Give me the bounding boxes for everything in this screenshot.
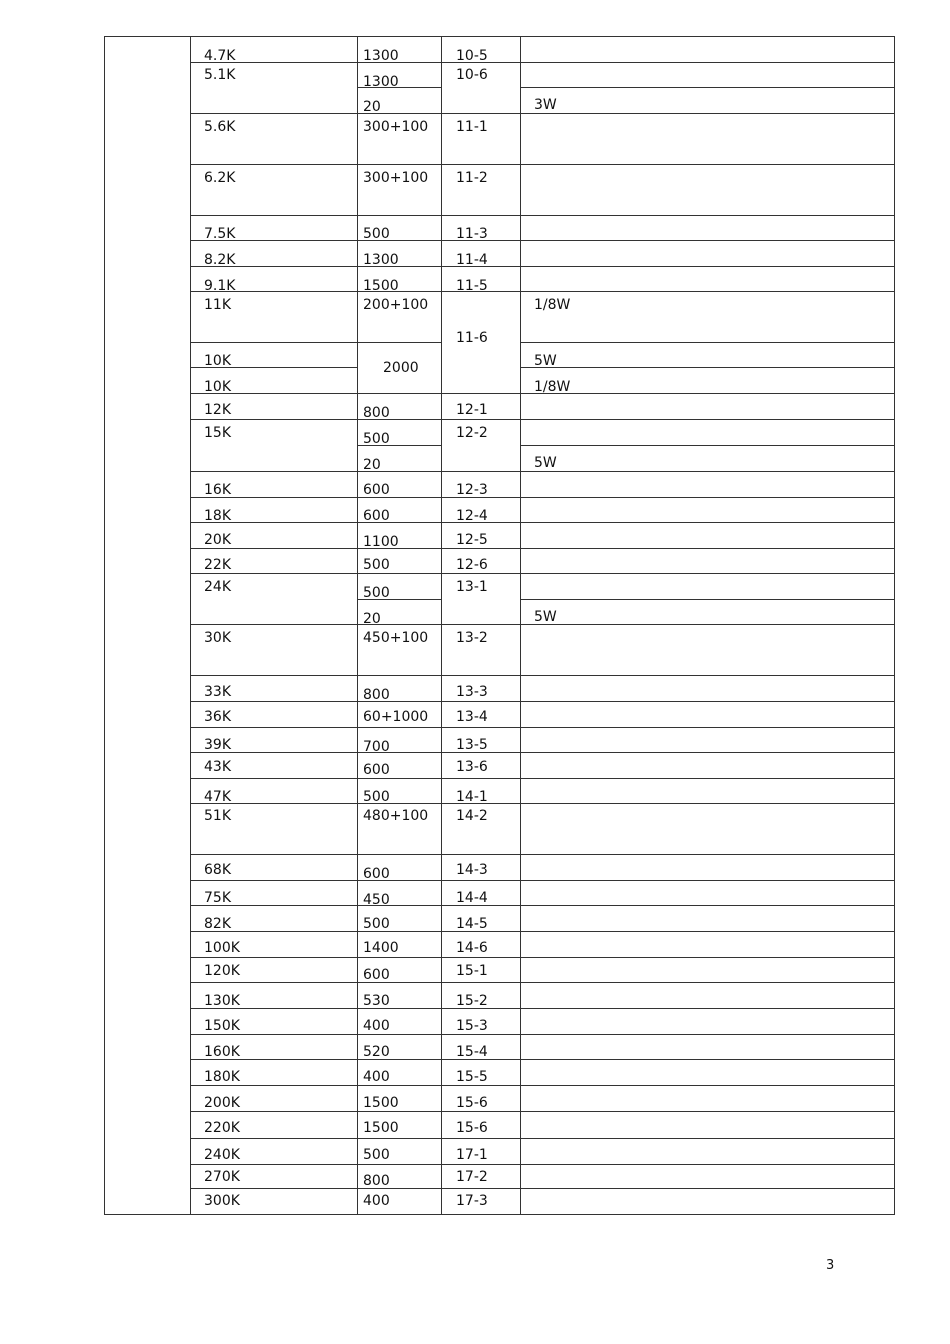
table-row-border [520,931,895,932]
quantity-cell: 1300 [363,252,399,268]
quantity-cell: 400 [363,1193,390,1209]
table-row-border [520,778,895,779]
quantity-cell: 500 [363,916,390,932]
table-row-border [520,62,895,63]
resistance-cell: 43K [204,759,231,775]
quantity-cell: 450+100 [363,630,429,646]
table-row-border [441,1085,521,1086]
table-row-border [357,1034,442,1035]
position-cell: 11-2 [456,170,488,186]
quantity-cell: 600 [363,508,390,524]
resistance-cell: 10K [204,379,231,395]
table-row-border [190,164,358,165]
position-cell: 14-3 [456,862,488,878]
table-row-border [441,982,521,983]
table-row-border [357,854,442,855]
resistance-cell: 12K [204,402,231,418]
table-row-border [190,419,358,420]
quantity-cell: 500 [363,789,390,805]
resistance-cell: 200K [204,1095,240,1111]
table-row-border [520,573,895,574]
table-row-border [190,1085,358,1086]
position-cell: 15-3 [456,1018,488,1034]
table-row-border [441,701,521,702]
table-row-border [520,164,895,165]
table-row-border [520,291,895,292]
resistance-cell: 130K [204,993,240,1009]
quantity-cell: 600 [363,967,390,983]
quantity-cell: 20 [363,611,381,627]
resistance-cell: 51K [204,808,231,824]
note-cell: 5W [534,609,557,625]
position-cell: 11-3 [456,226,488,242]
table-row-border [520,497,895,498]
resistance-cell: 120K [204,963,240,979]
table-row-border [190,471,358,472]
table-row-border [190,573,358,574]
table-row-border [190,548,358,549]
table-row-border [441,854,521,855]
table-row-border [520,548,895,549]
resistance-cell: 270K [204,1169,240,1185]
quantity-cell: 1300 [363,48,399,64]
table-row-border [520,624,895,625]
resistance-cell: 300K [204,1193,240,1209]
quantity-cell: 1300 [363,74,399,90]
position-cell: 15-5 [456,1069,488,1085]
resistance-cell: 9.1K [204,278,236,294]
table-row-border [520,727,895,728]
table-column-border [894,36,895,1215]
position-cell: 17-2 [456,1169,488,1185]
position-cell: 10-5 [456,48,488,64]
note-cell: 5W [534,353,557,369]
table-row-border [357,573,442,574]
table-row-border [357,675,442,676]
table-row-border [441,215,521,216]
resistance-cell: 82K [204,916,231,932]
table-row-border [520,367,895,368]
table-row-border [357,957,442,958]
quantity-cell: 1100 [363,534,399,550]
resistance-cell: 5.1K [204,67,236,83]
table-top-border [104,36,895,37]
position-cell: 17-3 [456,1193,488,1209]
table-row-border [190,1138,358,1139]
table-row-border [520,982,895,983]
table-row-border [520,471,895,472]
table-row-border [520,445,895,446]
table-row-border [441,1164,521,1165]
table-row-border [441,1188,521,1189]
table-row-border [520,1138,895,1139]
position-cell: 12-2 [456,425,488,441]
table-row-border [520,1085,895,1086]
position-cell: 13-1 [456,579,488,595]
table-row-border [520,803,895,804]
position-cell: 12-6 [456,557,488,573]
position-cell: 15-2 [456,993,488,1009]
table-row-border [190,778,358,779]
quantity-cell: 1500 [363,278,399,294]
position-cell: 12-4 [456,508,488,524]
resistance-cell: 10K [204,353,231,369]
table-row-border [441,393,521,394]
table-row-border [520,393,895,394]
resistance-cell: 16K [204,482,231,498]
position-cell: 11-1 [456,119,488,135]
quantity-cell: 1400 [363,940,399,956]
table-row-border [441,573,521,574]
table-row-border [520,419,895,420]
resistance-cell: 11K [204,297,231,313]
resistance-cell: 240K [204,1147,240,1163]
position-cell: 11-5 [456,278,488,294]
table-row-border [441,548,521,549]
resistance-cell: 8.2K [204,252,236,268]
position-cell: 13-6 [456,759,488,775]
table-row-border [357,393,442,394]
quantity-cell: 800 [363,1173,390,1189]
position-cell: 15-6 [456,1120,488,1136]
table-row-border [520,675,895,676]
page-number: 3 [826,1258,835,1273]
quantity-cell: 2000 [383,360,419,376]
table-row-border [520,342,895,343]
table-row-border [520,1111,895,1112]
table-column-border [357,36,358,1215]
resistance-cell: 24K [204,579,231,595]
position-cell: 13-3 [456,684,488,700]
table-row-border [190,342,358,343]
table-row-border [520,701,895,702]
quantity-cell: 200+100 [363,297,429,313]
resistance-cell: 39K [204,737,231,753]
table-row-border [520,599,895,600]
resistance-cell: 30K [204,630,231,646]
quantity-cell: 700 [363,739,390,755]
position-cell: 12-3 [456,482,488,498]
table-row-border [441,624,521,625]
position-cell: 15-6 [456,1095,488,1111]
table-row-border [190,1034,358,1035]
quantity-cell: 500 [363,1147,390,1163]
resistance-cell: 68K [204,862,231,878]
quantity-cell: 500 [363,557,390,573]
position-cell: 12-1 [456,402,488,418]
table-row-border [441,113,521,114]
table-column-border [104,36,105,1215]
table-column-border [190,36,191,1215]
table-row-border [520,1008,895,1009]
table-row-border [190,113,358,114]
resistance-cell: 15K [204,425,231,441]
table-row-border [190,727,358,728]
quantity-cell: 480+100 [363,808,429,824]
table-row-border [441,1111,521,1112]
table-row-border [357,1111,442,1112]
quantity-cell: 520 [363,1044,390,1060]
table-row-border [357,1138,442,1139]
resistance-cell: 6.2K [204,170,236,186]
table-row-border [357,778,442,779]
quantity-cell: 600 [363,482,390,498]
position-cell: 14-6 [456,940,488,956]
resistance-cell: 47K [204,789,231,805]
position-cell: 15-1 [456,963,488,979]
quantity-cell: 800 [363,405,390,421]
resistance-cell: 22K [204,557,231,573]
table-row-border [190,957,358,958]
table-row-border [520,880,895,881]
table-row-border [441,164,521,165]
table-bottom-border [104,1214,895,1215]
table-column-border [441,36,442,1215]
table-row-border [520,1164,895,1165]
position-cell: 14-4 [456,890,488,906]
note-cell: 5W [534,455,557,471]
resistance-cell: 33K [204,684,231,700]
resistance-cell: 36K [204,709,231,725]
table-row-border [520,854,895,855]
resistance-cell: 180K [204,1069,240,1085]
position-cell: 14-1 [456,789,488,805]
table-row-border [441,1138,521,1139]
position-cell: 13-5 [456,737,488,753]
quantity-cell: 300+100 [363,119,429,135]
table-row-border [190,215,358,216]
table-row-border [520,905,895,906]
quantity-cell: 400 [363,1069,390,1085]
resistance-cell: 7.5K [204,226,236,242]
table-row-border [190,1188,358,1189]
quantity-cell: 600 [363,762,390,778]
table-row-border [520,87,895,88]
table-row-border [520,215,895,216]
table-row-border [520,752,895,753]
quantity-cell: 500 [363,431,390,447]
position-cell: 11-6 [456,330,488,346]
table-row-border [441,1034,521,1035]
table-row-border [441,419,521,420]
quantity-cell: 500 [363,226,390,242]
quantity-cell: 600 [363,866,390,882]
table-row-border [190,982,358,983]
quantity-cell: 300+100 [363,170,429,186]
resistance-cell: 220K [204,1120,240,1136]
table-row-border [520,1188,895,1189]
position-cell: 17-1 [456,1147,488,1163]
table-row-border [441,727,521,728]
position-cell: 14-2 [456,808,488,824]
table-row-border [357,1085,442,1086]
table-row-border [520,266,895,267]
table-row-border [190,1111,358,1112]
quantity-cell: 500 [363,585,390,601]
position-cell: 13-2 [456,630,488,646]
table-row-border [520,957,895,958]
resistance-cell: 5.6K [204,119,236,135]
table-row-border [441,675,521,676]
quantity-cell: 20 [363,457,381,473]
table-row-border [441,880,521,881]
quantity-cell: 1500 [363,1095,399,1111]
resistance-cell: 20K [204,532,231,548]
position-cell: 12-5 [456,532,488,548]
table-row-border [190,675,358,676]
table-row-border [357,342,442,343]
table-row-border [190,624,358,625]
quantity-cell: 60+1000 [363,709,429,725]
table-row-border [357,215,442,216]
quantity-cell: 1500 [363,1120,399,1136]
table-row-border [357,1164,442,1165]
position-cell: 13-4 [456,709,488,725]
table-row-border [520,113,895,114]
resistance-cell: 4.7K [204,48,236,64]
position-cell: 15-4 [456,1044,488,1060]
table-row-border [190,880,358,881]
table-row-border [520,240,895,241]
resistance-cell: 160K [204,1044,240,1060]
table-row-border [441,778,521,779]
resistance-cell: 18K [204,508,231,524]
resistance-cell: 100K [204,940,240,956]
position-cell: 14-5 [456,916,488,932]
table-row-border [520,1059,895,1060]
note-cell: 1/8W [534,379,571,395]
table-row-border [520,1034,895,1035]
quantity-cell: 450 [363,892,390,908]
note-cell: 3W [534,97,557,113]
table-row-border [357,727,442,728]
quantity-cell: 20 [363,99,381,115]
quantity-cell: 530 [363,993,390,1009]
resistance-cell: 75K [204,890,231,906]
position-cell: 10-6 [456,67,488,83]
note-cell: 1/8W [534,297,571,313]
table-row-border [190,701,358,702]
resistance-cell: 150K [204,1018,240,1034]
table-row-border [441,957,521,958]
table-row-border [441,471,521,472]
table-row-border [190,854,358,855]
quantity-cell: 800 [363,687,390,703]
table-row-border [520,522,895,523]
table-row-border [190,1164,358,1165]
quantity-cell: 400 [363,1018,390,1034]
table-row-border [357,164,442,165]
position-cell: 11-4 [456,252,488,268]
table-column-border [520,36,521,1215]
